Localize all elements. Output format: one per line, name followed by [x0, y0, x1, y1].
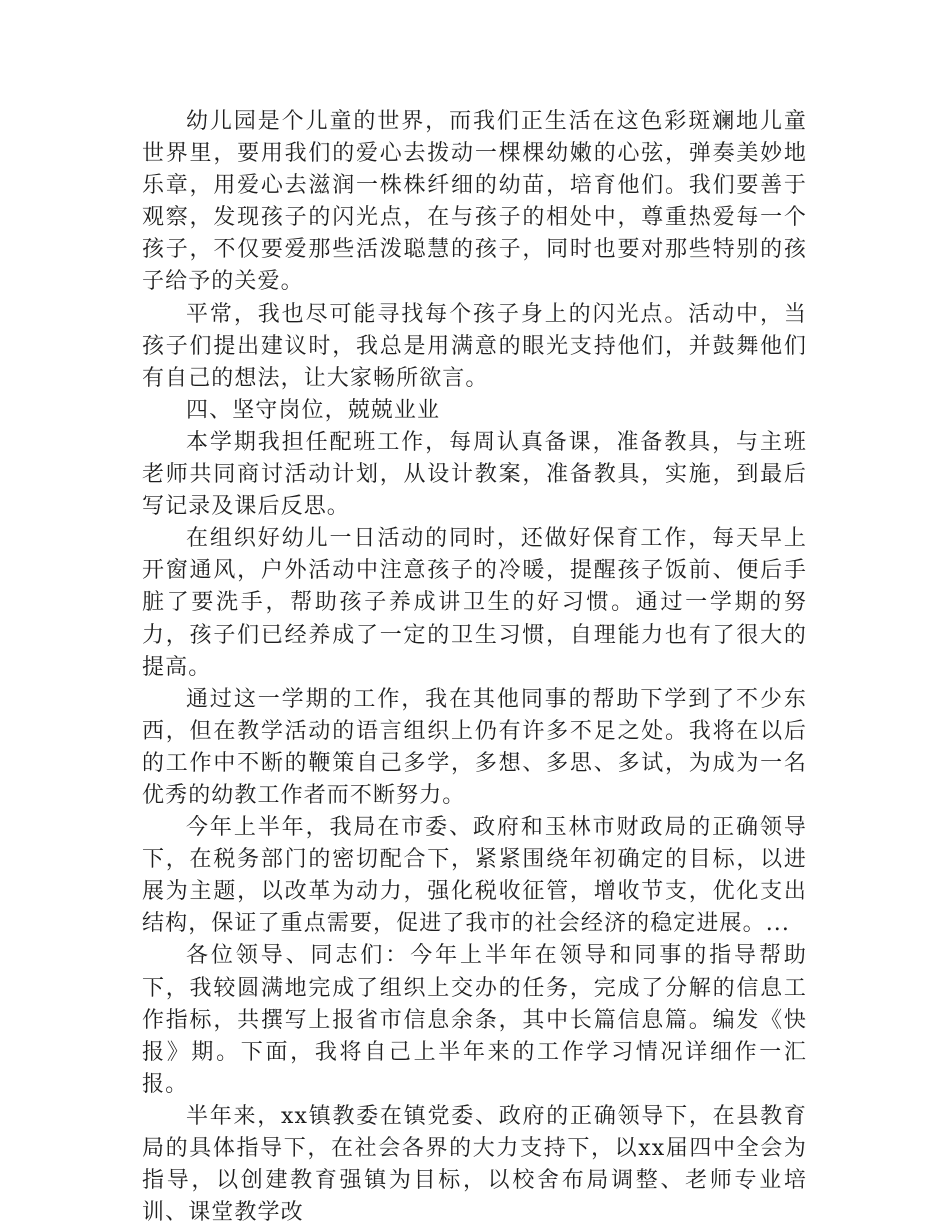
paragraph: 通过这一学期的工作，我在其他同事的帮助下学到了不少东西，但在教学活动的语言组织上仍有许多不足之处。我将在以后的工作中不断的鞭策自己多学，多想、多思、多试，为成为一名优秀的幼教工作者而不断努力。	[142, 686, 807, 808]
paragraph: 今年上半年，我局在市委、政府和玉林市财政局的正确领导下，在税务部门的密切配合下，紧紧围绕年初确定的目标，以进展为主题，以改革为动力，强化税收征管，增收节支，优化支出结构，保证了重点需要，促进了我市的社会经济的稳定进展。...	[142, 815, 807, 937]
paragraph: 幼儿园是个儿童的世界，而我们正生活在这色彩斑斓地儿童世界里，要用我们的爱心去拨动一棵棵幼嫩的心弦，弹奏美妙地乐章，用爱心去滋润一株株纤细的幼苗，培育他们。我们要善于观察，发现孩子的闪光点，在与孩子的相处中，尊重热爱每一个孩子，不仅要爱那些活泼聪慧的孩子，同时也要对那些特别的孩子给予的关爱。	[142, 109, 807, 295]
paragraph: 半年来，xx镇教委在镇党委、政府的正确领导下，在县教育局的具体指导下，在社会各界的大力支持下，以xx届四中全会为指导，以创建教育强镇为目标，以校舍布局调整、老师专业培训、课堂教学改	[142, 1103, 807, 1226]
document-body	[142, 106, 807, 1229]
paragraph: 本学期我担任配班工作，每周认真备课，准备教具，与主班老师共同商讨活动计划，从设计教案，准备教具，实施，到最后写记录及课后反思。	[142, 429, 807, 520]
section-heading: 四、坚守岗位，兢兢业业	[186, 397, 441, 423]
paragraph: 平常，我也尽可能寻找每个孩子身上的闪光点。活动中，当孩子们提出建议时，我总是用满意的眼光支持他们，并鼓舞他们有自己的想法，让大家畅所欲言。	[142, 301, 807, 391]
paragraph: 在组织好幼儿一日活动的同时，还做好保育工作，每天早上开窗通风，户外活动中注意孩子的冷暖，提醒孩子饭前、便后手脏了要洗手，帮助孩子养成讲卫生的好习惯。通过一学期的努力，孩子们已经养成了一定的卫生习惯，自理能力也有了很大的提高。	[142, 526, 807, 680]
paragraph: 各位领导、同志们：今年上半年在领导和同事的指导帮助下，我较圆满地完成了组织上交办的任务，完成了分解的信息工作指标，共撰写上报省市信息余条，其中长篇信息篇。编发《快报》期。下面，我将自己上半年来的工作学习情况详细作一汇报。	[142, 943, 807, 1097]
